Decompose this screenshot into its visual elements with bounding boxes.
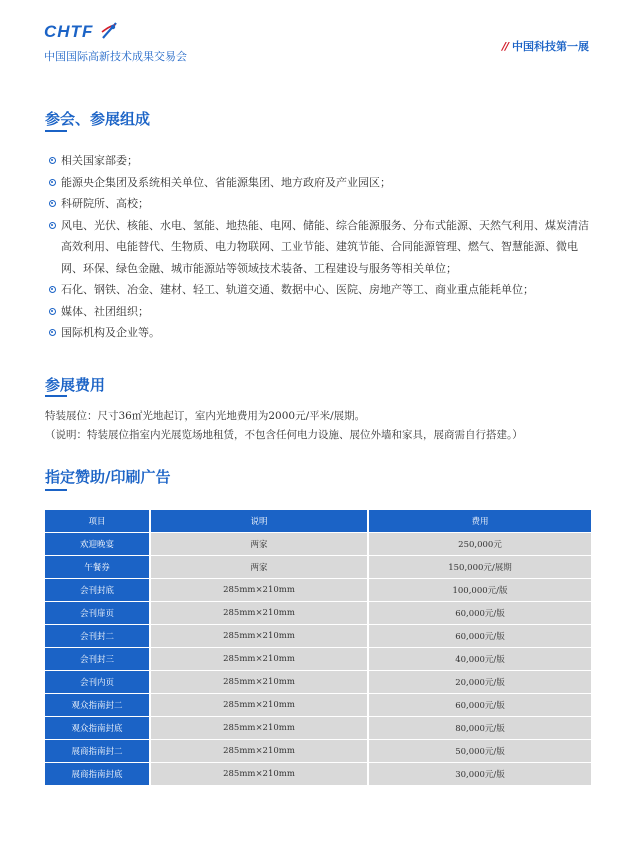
cell-item: 会刊封底 — [45, 579, 151, 602]
cell-description: 285mm×210mm — [151, 579, 369, 602]
column-header-item: 项目 — [45, 510, 151, 533]
cell-description: 285mm×210mm — [151, 763, 369, 786]
cell-description: 285mm×210mm — [151, 625, 369, 648]
section-rule — [45, 489, 67, 491]
cell-fee: 30,000元/版 — [369, 763, 591, 786]
table-row — [45, 556, 591, 579]
list-item — [49, 322, 594, 344]
list-item-text: 媒体、社团组织； — [61, 304, 149, 318]
cell-item: 展商指南封二 — [45, 740, 151, 763]
list-item-text: 风电、光伏、核能、水电、氢能、地热能、电网、储能、综合能源服务、分布式能源、天然气利用、煤炭清洁高效利用、电能替代、生物质、电力物联网、工业节能、建筑节能、合同能源管理、燃气、智慧能源、微电网、环保、绿色金融、城市能源站等领域技术装备、工程建设与服务等相关单位； — [61, 218, 589, 275]
list-item-text: 石化、钢铁、冶金、建材、轻工、轨道交通、数据中心、医院、房地产等工、商业重点能耗单位； — [61, 283, 534, 296]
cell-description: 285mm×210mm — [151, 648, 369, 671]
list-item-text: 相关国家部委； — [61, 154, 138, 167]
list-item — [49, 301, 594, 323]
cell-fee: 150,000元/展期 — [369, 556, 591, 579]
chtf-logo — [44, 22, 244, 66]
table-row — [45, 602, 591, 625]
cell-item: 展商指南封底 — [45, 763, 151, 786]
cell-item: 观众指南封底 — [45, 717, 151, 740]
list-item-text: 国际机构及企业等。 — [61, 326, 160, 339]
table-row — [45, 763, 591, 786]
cell-fee: 50,000元/版 — [369, 740, 591, 763]
cell-description: 285mm×210mm — [151, 694, 369, 717]
list-item — [49, 172, 594, 194]
list-item-text: 科研院所、高校； — [61, 197, 149, 210]
column-header-fee: 费用 — [369, 510, 591, 533]
slogan-text: 中国科技第一展 — [512, 40, 589, 53]
cell-description: 两家 — [151, 533, 369, 556]
org-name: 中国国际高新技术成果交易会 — [44, 50, 187, 63]
cell-item: 会刊扉页 — [45, 602, 151, 625]
cell-description: 两家 — [151, 556, 369, 579]
section-rule — [45, 130, 67, 132]
table-row — [45, 579, 591, 602]
logo-wordmark: CHTF — [44, 22, 94, 41]
table-row — [45, 740, 591, 763]
participant-list — [49, 150, 594, 344]
fee-line: 特装展位：尺寸36㎡光地起订，室内光地费用为2000元/平米/展期。 — [45, 410, 366, 422]
cell-fee: 40,000元/版 — [369, 648, 591, 671]
logo-globe-icon — [100, 20, 118, 42]
cell-fee: 60,000元/版 — [369, 602, 591, 625]
list-item — [49, 150, 594, 172]
cell-fee: 60,000元/版 — [369, 625, 591, 648]
cell-fee: 250,000元 — [369, 533, 591, 556]
cell-fee: 20,000元/版 — [369, 671, 591, 694]
list-item — [49, 215, 594, 280]
table-body — [45, 533, 591, 786]
cell-item: 会刊内页 — [45, 671, 151, 694]
table-row — [45, 694, 591, 717]
bullet-icon — [49, 200, 56, 207]
cell-fee: 80,000元/版 — [369, 717, 591, 740]
table-row — [45, 717, 591, 740]
list-item-text: 能源央企集团及系统相关单位、省能源集团、地方政府及产业园区； — [61, 175, 391, 189]
bullet-icon — [49, 308, 56, 315]
fee-note: （说明：特装展位指室内光展览场地租赁，不包含任何电力设施、展位外墙和家具，展商需自行搭建。） — [45, 429, 523, 441]
cell-description: 285mm×210mm — [151, 740, 369, 763]
list-item — [49, 193, 594, 215]
table-row — [45, 671, 591, 694]
bullet-icon — [49, 157, 56, 164]
cell-description: 285mm×210mm — [151, 717, 369, 740]
cell-item: 午餐券 — [45, 556, 151, 579]
cell-item: 会刊封二 — [45, 625, 151, 648]
slogan-slash-mark: // — [501, 40, 508, 53]
table-header-row — [45, 510, 591, 533]
section-title-participants: 参会、参展组成 — [45, 110, 151, 128]
table-row — [45, 648, 591, 671]
sponsorship-table — [45, 510, 591, 786]
section-title-sponsorship: 指定赞助/印刷广告 — [45, 468, 171, 486]
cell-fee: 100,000元/版 — [369, 579, 591, 602]
section-title-fees: 参展费用 — [45, 376, 106, 394]
bullet-icon — [49, 329, 56, 336]
cell-fee: 60,000元/版 — [369, 694, 591, 717]
slogan — [502, 38, 589, 54]
cell-description: 285mm×210mm — [151, 602, 369, 625]
bullet-icon — [49, 222, 56, 229]
column-header-description: 说明 — [151, 510, 369, 533]
cell-item: 欢迎晚宴 — [45, 533, 151, 556]
section-rule — [45, 395, 67, 397]
cell-item: 观众指南封二 — [45, 694, 151, 717]
bullet-icon — [49, 179, 56, 186]
cell-description: 285mm×210mm — [151, 671, 369, 694]
bullet-icon — [49, 286, 56, 293]
list-item — [49, 279, 594, 301]
table-row — [45, 533, 591, 556]
cell-item: 会刊封三 — [45, 648, 151, 671]
table-row — [45, 625, 591, 648]
